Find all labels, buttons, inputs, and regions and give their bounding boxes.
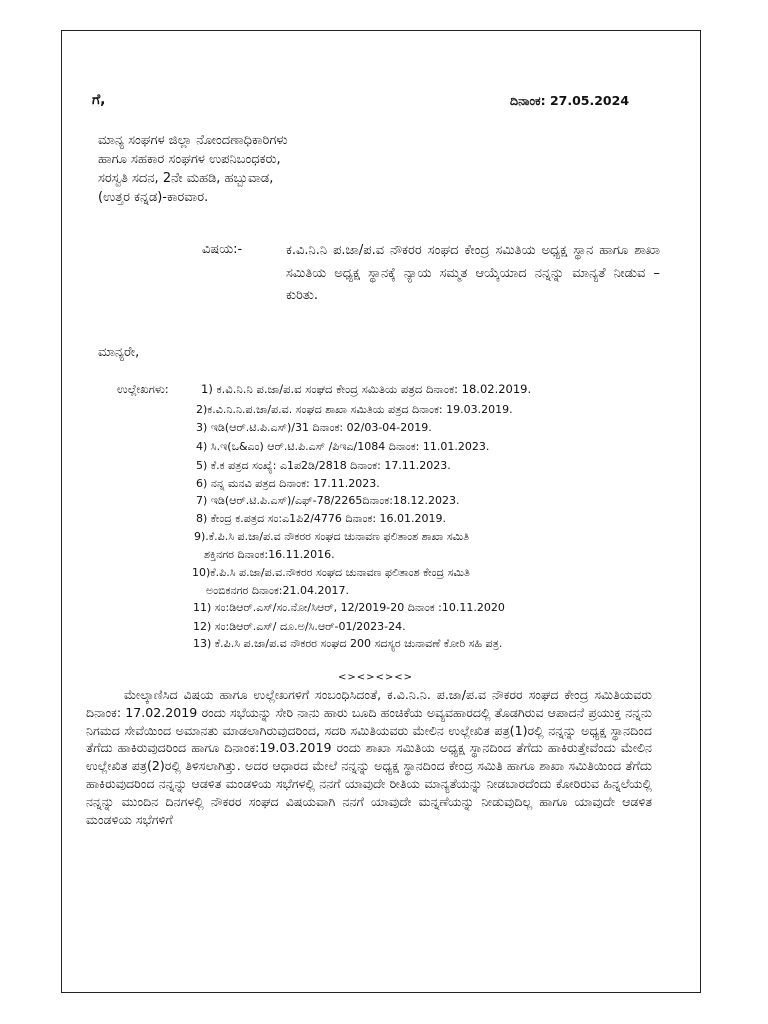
reference-item: 2)ಕ.ವಿ.ನಿ.ನಿ.ಪ.ಜಾ/ಪ.ವ. ಸಂಘದ ಶಾಖಾ ಸಮಿತಿಯ ಪತ್ರದ ದಿನಾಂಕ: 19.03.2019. [196,403,513,416]
address-line: ಸರಸ್ವತಿ ಸದನ, 2ನೇ ಮಹಡಿ, ಹಬ್ಬುವಾಡ, [98,171,274,186]
reference-item: 12) ಸಂ:ಡಿಆರ್.ಎಸ್/ ದೂ.ಅ/ಸಿ.ಆರ್-01/2023-24. [193,620,406,633]
references-label: ಉಲ್ಲೇಖಗಳು: [117,382,169,396]
reference-item-continuation: ಶಕ್ತಿನಗರ ದಿನಾಂಕ:16.11.2016. [204,548,335,561]
reference-item: 6) ನನ್ನ ಮನವಿ ಪತ್ರದ ದಿನಾಂಕ: 17.11.2023. [196,477,380,490]
reference-item: 7) ಇಡಿ(ಆರ್.ಟಿ.ಪಿ.ಎಸ್)/ಎಫ್-78/2265ದಿನಾಂಕ:18.12.2023. [196,494,460,507]
reference-item: 13) ಕೆ.ಪಿ.ಸಿ ಪ.ಜಾ/ಪ.ವ ನೌಕರರ ಸಂಘದ 200 ಸದಸ್ಯರ ಚುನಾವಣೆ ಕೋರಿ ಸಹಿ ಪತ್ರ. [193,637,503,650]
reference-item: 5) ಕೆ.ಕ ಪತ್ರದ ಸಂಖ್ಯೆ: ಎ1ಪ2ಡಿ/2818 ದಿನಾಂಕ: 17.11.2023. [196,459,451,472]
address-line: (ಉತ್ತರ ಕನ್ನಡ)-ಕಾರವಾರ. [98,190,209,205]
reference-item: 4) ಸಿ.ಇ(ಒ&ಎಂ) ಆರ್.ಟಿ.ಪಿ.ಎಸ್ /ಪಿಇಎ/1084 ದಿನಾಂಕ: 11.01.2023. [196,440,490,453]
subject-label: ವಿಷಯ:- [202,242,243,257]
reference-item: 8) ಕೇಂದ್ರ ಕ.ಪತ್ರದ ಸಂ:ಎ1ಪಿ2/4776 ದಿನಾಂಕ: 16.01.2019. [196,512,447,525]
address-line: ಮಾನ್ಯ ಸಂಘಗಳ ಜಿಲ್ಲಾ ನೋಂದಣಾಧಿಕಾರಿಗಳು [98,133,288,148]
letter-body [86,686,652,828]
letter-date: ದಿನಾಂಕ: 27.05.2024 [510,93,630,108]
recipient-heading: ಗೆ, [92,92,106,108]
salutation: ಮಾನ್ಯರೇ, [98,345,140,360]
body-paragraph: ಮೇಲ್ಕಾಣಿಸಿದ ವಿಷಯ ಹಾಗೂ ಉಲ್ಲೇಖಗಳಿಗೆ ಸಂಬಂಧಿಸಿದಂತೆ, ಕ.ವಿ.ನಿ.ನಿ. ಪ.ಜಾ/ಪ.ವ ನೌಕರರ ಸಂಘದ ಕೇಂದ್ರ ಸಮಿತಿಯವರು ದಿನಾಂಕ: 17.02.2019 ರಂದು ಸಭೆಯನ್ನು ಸೇರಿ ನಾನು ಹಾರು ಬೂದಿ ಹಂಚಿಕೆಯ ಅವ್ಯವಹಾರದಲ್ಲಿ ತೊಡಗಿರುವ ಆಪಾದನೆ ಪ್ರಯುಕ್ತ ನನ್ನನು ನಿಗಮದ ಸೇವೆಯಿಂದ ಅಮಾನತು ಮಾಡಲಾಗಿರುವುದರಿಂದ, ಸದರಿ ಸಮಿತಿಯವರು ಮೇಲಿನ ಉಲ್ಲೇಖಿತ ಪತ್ರ(1)ರಲ್ಲಿ ನನ್ನನ್ನು ಅಧ್ಯಕ್ಷ ಸ್ಥಾನದಿಂದ ತೆಗೆದು ಹಾಕಿರುವುದರಿಂದ ಹಾಗೂ ದಿನಾಂಕ:19.03.2019 ರಂದು ಶಾಖಾ ಸಮಿತಿಯ ಅಧ್ಯಕ್ಷ ಸ್ಥಾನದಿಂದ ತೆಗೆದು ಹಾಕಿರುತ್ತೇವೆಂದು ಮೇಲಿನ ಉಲ್ಲೇಖಿತ ಪತ್ರ(2)ರಲ್ಲಿ ತಿಳಿಸಲಾಗಿತ್ತು. ಅದರ ಆಧಾರದ ಮೇಲೆ ನನ್ನನ್ನು ಅಧ್ಯಕ್ಷ ಸ್ಥಾನದಿಂದ ಕೇಂದ್ರ ಸಮಿತಿ ಹಾಗೂ ಶಾಖಾ ಸಮಿತಿಯಿಂದ ತೆಗೆದು ಹಾಕಿರುವುದರಿಂದ ನನ್ನನ್ನು ಆಡಳಿತ ಮಂಡಳಿಯ ಸಭೆಗಳಲ್ಲಿ ನನಗೆ ಯಾವುದೇ ರೀತಿಯ ಮಾನ್ಯತೆಯನ್ನು ನೀಡಬಾರದೆಂದು ಕೋರಿರುವ ಹಿನ್ನಲೆಯಲ್ಲಿ ನನ್ನನ್ನು ಮುಂದಿನ ದಿನಗಳಲ್ಲಿ ನೌಕರರ ಸಂಘದ ವಿಷಯವಾಗಿ ನನಗೆ ಯಾವುದೇ ಮನ್ನಣೆಯನ್ನು ನೀಡುವುದಿಲ್ಲ ಹಾಗೂ ಯಾವುದೇ ಆಡಳಿತ ಮಂಡಳಿಯ ಸಭೆಗಳಿಗೆ [86,687,652,827]
subject-text: ಕ.ವಿ.ನಿ.ನಿ ಪ.ಜಾ/ಪ.ವ ನೌಕರರ ಸಂಘದ ಕೇಂದ್ರ ಸಮಿತಿಯ ಅಧ್ಯಕ್ಷ ಸ್ಥಾನ ಹಾಗೂ ಶಾಖಾ ಸಮಿತಿಯ ಅಧ್ಯಕ್ಷ ಸ್ಥಾನಕ್ಕೆ ನ್ಯಾಯ ಸಮ್ಮತ ಆಯ್ಕೆಯಾದ ನನ್ನನ್ನು ಮಾನ್ಯತೆ ನೀಡುವ – ಕುರಿತು. [286,243,660,303]
reference-item: 11) ಸಂ:ಡಿಆರ್.ಎಸ್/ಸಂ.ನೋ/ಸಿಆರ್, 12/2019-20 ದಿನಾಂಕ :10.11.2020 [193,601,505,614]
reference-item: 10)ಕೆ.ಪಿ.ಸಿ ಪ.ಜಾ/ಪ.ವ.ನೌಕರರ ಸಂಘದ ಚುನಾವಣ ಫಲಿತಾಂಶ ಕೇಂದ್ರ ಸಮಿತಿ [192,566,470,579]
section-divider: <><><><> [338,672,414,683]
reference-item-continuation: ಅಂಬಿಕನಗರ ದಿನಾಂಕ:21.04.2017. [206,584,349,597]
reference-item: 1) ಕ.ವಿ.ನಿ.ನಿ ಪ.ಜಾ/ಪ.ವ ಸಂಘದ ಕೇಂದ್ರ ಸಮಿತಿಯ ಪತ್ರದ ದಿನಾಂಕ: 18.02.2019. [201,382,532,396]
address-line: ಹಾಗೂ ಸಹಕಾರ ಸಂಘಗಳ ಉಪನಿಬಂಧಕರು, [98,152,281,167]
reference-item: 3) ಇಡಿ(ಆರ್.ಟಿ.ಪಿ.ಎಸ್)/31 ದಿನಾಂಕ: 02/03-04-2019. [196,421,432,434]
reference-item: 9).ಕೆ.ಪಿ.ಸಿ ಪ.ಜಾ/ಪ.ವ ನೌಕರರ ಸಂಘದ ಚುನಾವಣ ಫಲಿತಾಂಶ ಶಾಖಾ ಸಮಿತಿ [194,530,470,543]
